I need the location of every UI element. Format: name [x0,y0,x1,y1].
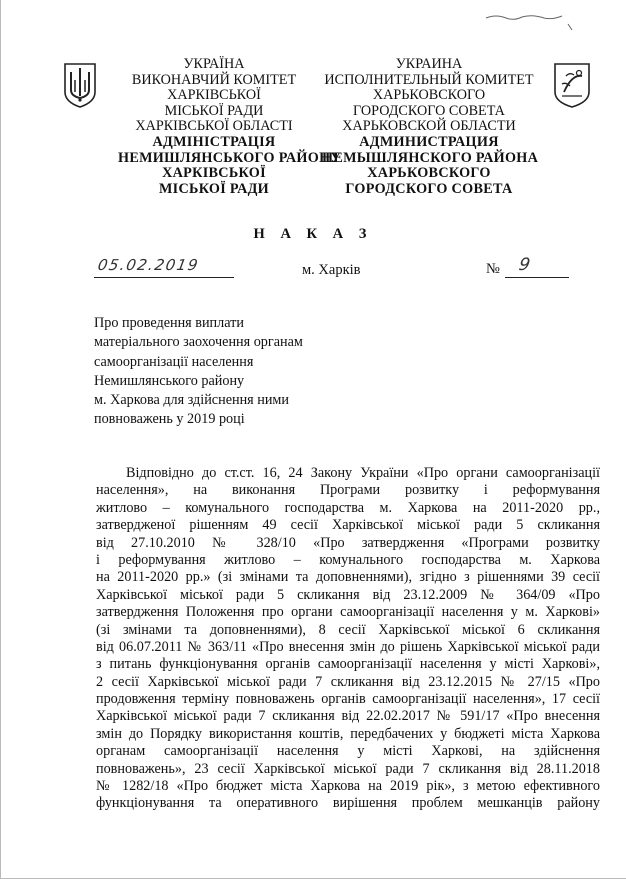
body-line: повноважень», 23 сесії Харківської міської ради 7 скликання від 28.11.2018 [96,760,600,777]
scan-edge [0,0,1,879]
header-line: АДМІНІСТРАЦІЯ [152,133,276,150]
body-line: Відповідно до ст.ст. 16, 24 Закону України «Про органи самоорганізації [126,465,600,481]
header-line: ХАРКІВСЬКОЇ [167,87,261,104]
subject-line: Немишлянського району [94,372,245,389]
header-line: ВИКОНАВЧИЙ КОМІТЕТ [131,71,297,88]
body-line: змін до Порядку використання коштів, передбачених у бюджеті міста Харкова [96,725,600,742]
body-line: і реформування житлово – комунального господарства м. Харкова [96,551,600,568]
header-line: НЕМИШЛЯНСЬКОГО РАЙОНУ [118,149,342,166]
header-line: ГОРОДСКОГО СОВЕТА [345,180,513,197]
header-line: ХАРЬКОВСКОГО [367,165,491,182]
header-line: НЕМЫШЛЯНСКОГО РАЙОНА [322,149,539,166]
body-line: органам самоорганізації населення у місті Харкові, на здійснення [96,743,600,760]
body-line: від 06.07.2011 № 363/11 «Про внесення змін до рішень Харківської міської ради [96,638,600,655]
body-line: Харківської міської ради 7 скликання від 22.02.2017 № 591/17 «Про внесення [96,708,600,725]
order-number-label: № [486,261,500,277]
body-line: населення», на виконання Програми розвитку і реформування [96,482,600,499]
body-line: продовження терміну повноважень органів самоорганізації населення», 17 сесії [96,691,600,708]
header-russian [322,56,539,197]
kharkiv-coat-of-arms-icon [552,62,592,108]
body-line: з питань функціонування органів самоорганізації населення у місті Харкові», [96,656,600,673]
order-city: м. Харків [302,262,361,278]
body-line: на 2011-2020 рр.» (зі змінами та доповненнями), згідно з рішеннями 39 сесії [96,569,600,586]
header-ukrainian [118,56,342,197]
order-date: 05.02.2019 [96,256,201,274]
subject-line: Про проведення виплати [94,315,244,331]
body-line: функціонування та оперативного вирішення проблем мешканців району [96,795,600,812]
header-line: ХАРКІВСЬКОЇ ОБЛАСТІ [135,118,293,135]
handwritten-mark [476,4,596,44]
body-line: № 1282/18 «Про бюджет міста Харкова на 2019 рік», з метою ефективного [96,778,600,795]
body-line: затвердженої рішенням 49 сесії Харківської міської ради 5 скликання [96,517,600,534]
body-line: затвердження Положення про органи самоорганізації населення у м. Харкові» [96,604,600,621]
header-line: ХАРЬКОВСКОЙ ОБЛАСТИ [342,118,516,135]
body-line: Харківської міської ради 5 скликання від 23.12.2009 № 364/09 «Про [96,586,600,603]
order-date-field [94,257,234,278]
order-number-field [505,257,569,278]
header-line: ХАРКІВСЬКОЇ [162,165,266,182]
order-body [96,465,600,813]
header-line: ХАРЬКОВСКОГО [372,87,486,104]
subject-line: м. Харкова для здійснення ними [94,392,290,409]
header-line: ГОРОДСКОГО СОВЕТА [353,102,505,119]
body-line: 2 сесії Харківської міської ради 7 скликання від 23.12.2015 № 27/15 «Про [96,673,600,690]
subject-line: матеріального заохочення органам [94,334,303,351]
body-line: житлово – комунального господарства м. Харкова на 2011-2020 рр., [96,499,600,516]
header-line: ИСПОЛНИТЕЛЬНЫЙ КОМИТЕТ [324,71,534,88]
order-number: 9 [517,255,532,275]
body-line: від 27.10.2010 № 328/10 «Про затвердження «Програми розвитку [96,534,600,551]
body-line: (зі змінами та доповненнями), 8 сесії Харківської міської 6 скликання [96,621,600,638]
subject-line: повноважень у 2019 році [94,411,245,428]
ukraine-trident-icon [62,62,98,108]
header-line: УКРАИНА [395,56,463,72]
header-line: УКРАЇНА [183,56,245,72]
order-subject [94,314,303,430]
header-line: МІСЬКОЇ РАДИ [158,180,270,197]
subject-line: самоорганізації населення [94,353,254,370]
header-line: АДМИНИСТРАЦИЯ [359,133,499,150]
header-line: МІСЬКОЇ РАДИ [164,102,264,119]
order-title: Н А К А З [253,226,373,242]
